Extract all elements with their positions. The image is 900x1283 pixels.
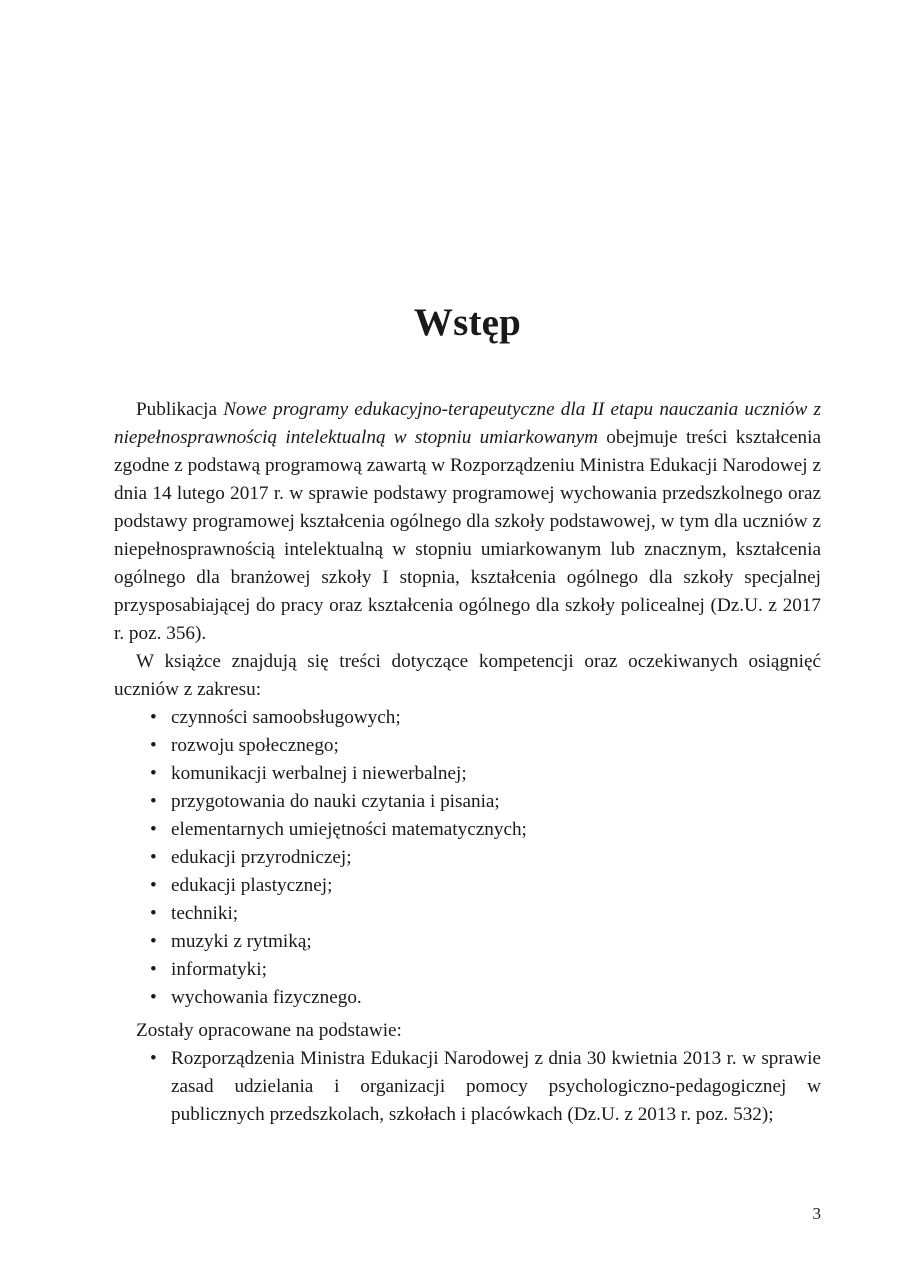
list-item: • rozwoju społecznego;	[171, 732, 821, 760]
body-text	[114, 396, 821, 1129]
list-item: • techniki;	[171, 900, 821, 928]
list-item: • Rozporządzenia Ministra Edukacji Narodowej z dnia 30 kwietnia 2013 r. w sprawie zasad udzielania i organizacji pomocy psychologiczno-pedagogicznej w publicznych przedszkolach, szkołach i placówkach (Dz.U. z 2013 r. poz. 532);	[171, 1045, 821, 1129]
competencies-intro: W książce znajdują się treści dotyczące kompetencji oraz oczekiwanych osiągnięć uczniów z zakresu:	[114, 651, 821, 700]
list-item: • elementarnych umiejętności matematycznych;	[171, 816, 821, 844]
bullet-icon: •	[150, 847, 157, 868]
bullet-icon: •	[150, 987, 157, 1008]
page-number: 3	[812, 1204, 821, 1223]
bullet-icon: •	[150, 875, 157, 896]
list-item: • przygotowania do nauki czytania i pisania;	[171, 788, 821, 816]
document-page	[114, 0, 821, 1283]
list-item: • czynności samoobsługowych;	[171, 704, 821, 732]
bullet-icon: •	[150, 1048, 157, 1069]
list-item: • informatyki;	[171, 956, 821, 984]
intro-paragraph	[114, 396, 821, 648]
intro-rest: obejmuje treści kształcenia zgodne z podstawą programową zawartą w Rozporządzeniu Ministra Edukacji Narodowej z dnia 14 lutego 2017 r. w sprawie podstawy programowej wychowania przedszkolnego oraz podstawy programowej kształcenia ogólnego dla szkoły podstawowej, w tym dla uczniów z niepełnosprawnością intelektualną w stopniu umiarkowanym lub znacznym, kształcenia ogólnego dla branżowej szkoły I stopnia, kształcenia ogólnego dla szkoły specjalnej przysposabiającej do pracy oraz kształcenia ogólnego dla szkoły policealnej (Dz.U. z 2017 r. poz. 356).	[114, 427, 821, 644]
list-item: • edukacji przyrodniczej;	[171, 844, 821, 872]
book-title: Nowe programy edukacyjno-terapeutyczne dla II etapu nauczania uczniów z niepełnosprawnością intelektualną w stopniu umiarkowanym	[114, 399, 821, 448]
bullet-icon: •	[150, 959, 157, 980]
basis-list	[114, 1045, 821, 1129]
intro-lead: Publikacja	[136, 399, 224, 420]
page-title: Wstęp	[413, 301, 522, 344]
bullet-icon: •	[150, 819, 157, 840]
basis-intro: Zostały opracowane na podstawie:	[136, 1020, 402, 1041]
bullet-icon: •	[150, 791, 157, 812]
bullet-icon: •	[150, 735, 157, 756]
list-item: • wychowania fizycznego.	[171, 984, 821, 1012]
list-item: • komunikacji werbalnej i niewerbalnej;	[171, 760, 821, 788]
competencies-list	[114, 704, 821, 1012]
bullet-icon: •	[150, 931, 157, 952]
bullet-icon: •	[150, 707, 157, 728]
bullet-icon: •	[150, 763, 157, 784]
list-item: • edukacji plastycznej;	[171, 872, 821, 900]
list-item: • muzyki z rytmiką;	[171, 928, 821, 956]
bullet-icon: •	[150, 903, 157, 924]
